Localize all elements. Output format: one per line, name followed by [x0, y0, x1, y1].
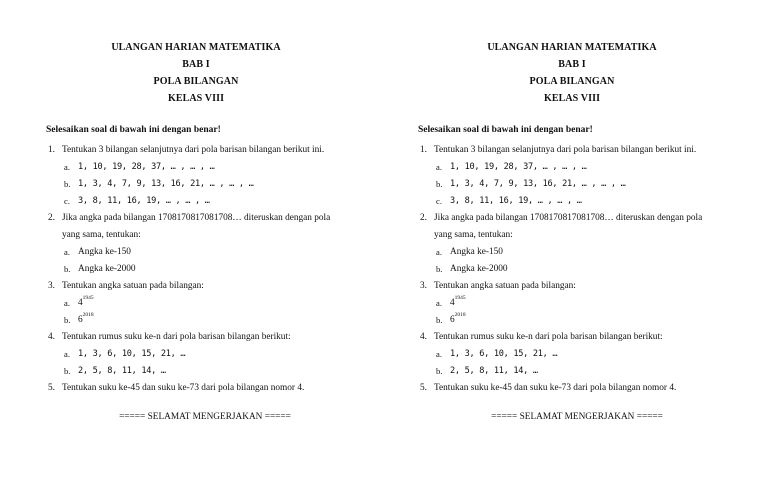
question-number: 2.	[48, 213, 55, 223]
question-4	[48, 329, 378, 346]
header-topic: POLA BILANGAN	[529, 76, 615, 87]
power-base: 4	[78, 298, 83, 308]
sequence: 1, 3, 4, 7, 9, 13, 16, 21, … , … , …	[78, 179, 254, 189]
sequence: 1, 3, 6, 10, 15, 21, …	[78, 349, 186, 359]
question-text: Tentukan rumus suku ke-n dari pola barisan bilangan berikut:	[62, 332, 291, 342]
sequence: 3, 8, 11, 16, 19, … , … , …	[450, 196, 582, 206]
sub-letter: a.	[64, 349, 70, 359]
closing-text: ===== SELAMAT MENGERJAKAN =====	[119, 412, 291, 422]
question-number: 3.	[48, 281, 55, 291]
sub-item	[420, 244, 750, 261]
instruction: Selesaikan soal di bawah ini dengan benar!	[418, 125, 593, 135]
sequence: 3, 8, 11, 16, 19, … , … , …	[78, 196, 210, 206]
power-base: 6	[450, 315, 455, 325]
sub-item	[420, 295, 750, 312]
sub-letter: b.	[64, 315, 71, 325]
sequence: 1, 10, 19, 28, 37, … , … , …	[78, 162, 215, 172]
sequence: 1, 3, 4, 7, 9, 13, 16, 21, … , … , …	[450, 179, 626, 189]
sub-letter: c.	[436, 196, 442, 206]
question-number: 3.	[420, 281, 427, 291]
sub-letter: b.	[64, 179, 71, 189]
header-title: ULANGAN HARIAN MATEMATIKA	[487, 42, 657, 53]
sub-letter: a.	[436, 349, 442, 359]
sequence: 2, 5, 8, 11, 14, …	[450, 366, 538, 376]
sub-item	[420, 346, 750, 363]
question-1	[48, 142, 378, 159]
sub-item	[420, 193, 750, 210]
header-chapter: BAB I	[182, 59, 210, 70]
question-3	[48, 278, 378, 295]
power-exponent: 2018	[454, 312, 466, 318]
question-number: 5.	[48, 383, 55, 393]
sub-letter: c.	[64, 196, 70, 206]
sequence: 1, 10, 19, 28, 37, … , … , …	[450, 162, 587, 172]
sub-item	[420, 261, 750, 278]
question-2	[48, 210, 378, 227]
sub-letter: b.	[436, 264, 443, 274]
header-chapter: BAB I	[558, 59, 586, 70]
question-text: Tentukan angka satuan pada bilangan:	[62, 281, 204, 291]
question-number: 1.	[420, 145, 427, 155]
question-list	[48, 142, 378, 397]
question-text-continued: yang sama, tentukan:	[434, 230, 513, 240]
sub-text: Angka ke-150	[78, 247, 131, 257]
sub-letter: a.	[64, 162, 70, 172]
sub-item	[48, 346, 378, 363]
sub-letter: b.	[436, 315, 443, 325]
question-number: 2.	[420, 213, 427, 223]
question-number: 4.	[48, 332, 55, 342]
question-text: Tentukan rumus suku ke-n dari pola barisan bilangan berikut:	[434, 332, 663, 342]
sub-letter: b.	[436, 366, 443, 376]
question-text: Tentukan 3 bilangan selanjutnya dari pola barisan bilangan berikut ini.	[434, 145, 697, 155]
question-number: 1.	[48, 145, 55, 155]
question-5	[48, 380, 378, 397]
question-text: Tentukan 3 bilangan selanjutnya dari pola barisan bilangan berikut ini.	[62, 145, 325, 155]
sub-item	[48, 261, 378, 278]
sub-text: Angka ke-2000	[450, 264, 508, 274]
sub-text: Angka ke-150	[450, 247, 503, 257]
question-number: 4.	[420, 332, 427, 342]
sub-letter: a.	[64, 247, 70, 257]
sub-item	[48, 159, 378, 176]
question-text-continued: yang sama, tentukan:	[62, 230, 141, 240]
header-topic: POLA BILANGAN	[153, 76, 239, 87]
header-title: ULANGAN HARIAN MATEMATIKA	[111, 42, 281, 53]
instruction: Selesaikan soal di bawah ini dengan benar!	[46, 125, 221, 135]
sub-item	[48, 176, 378, 193]
sequence: 1, 3, 6, 10, 15, 21, …	[450, 349, 558, 359]
sub-item	[48, 295, 378, 312]
sub-item	[48, 363, 378, 380]
sub-letter: a.	[64, 298, 70, 308]
sub-item	[48, 312, 378, 329]
question-list	[420, 142, 750, 397]
question-text: Tentukan suku ke-45 dan suku ke-73 dari pola bilangan nomor 4.	[62, 383, 305, 393]
worksheet-right	[372, 0, 756, 489]
sub-letter: a.	[436, 298, 442, 308]
question-2	[420, 210, 750, 227]
header	[0, 39, 396, 107]
question-text: Tentukan angka satuan pada bilangan:	[434, 281, 576, 291]
question-4	[420, 329, 750, 346]
sub-letter: a.	[436, 162, 442, 172]
sub-item	[420, 176, 750, 193]
question-1	[420, 142, 750, 159]
sub-text: Angka ke-2000	[78, 264, 136, 274]
question-3	[420, 278, 750, 295]
sub-item	[48, 193, 378, 210]
sub-letter: a.	[436, 247, 442, 257]
sub-item	[420, 159, 750, 176]
question-text: Jika angka pada bilangan 1708170817081708… diteruskan dengan pola	[62, 213, 331, 223]
sub-letter: b.	[64, 366, 71, 376]
question-number: 5.	[420, 383, 427, 393]
question-text: Jika angka pada bilangan 1708170817081708… diteruskan dengan pola	[434, 213, 703, 223]
power-exponent: 1945	[454, 295, 466, 301]
question-5	[420, 380, 750, 397]
sequence: 2, 5, 8, 11, 14, …	[78, 366, 166, 376]
sub-letter: b.	[64, 264, 71, 274]
power-exponent: 2018	[82, 312, 94, 318]
power-base: 4	[450, 298, 455, 308]
closing-text: ===== SELAMAT MENGERJAKAN =====	[491, 412, 663, 422]
header-class: KELAS VIII	[167, 93, 225, 104]
header	[372, 39, 768, 107]
power-exponent: 1945	[82, 295, 94, 301]
question-text: Tentukan suku ke-45 dan suku ke-73 dari pola bilangan nomor 4.	[434, 383, 677, 393]
sub-item	[48, 244, 378, 261]
header-class: KELAS VIII	[543, 93, 601, 104]
sub-letter: b.	[436, 179, 443, 189]
sub-item	[420, 363, 750, 380]
sub-item	[420, 312, 750, 329]
power-base: 6	[78, 315, 83, 325]
